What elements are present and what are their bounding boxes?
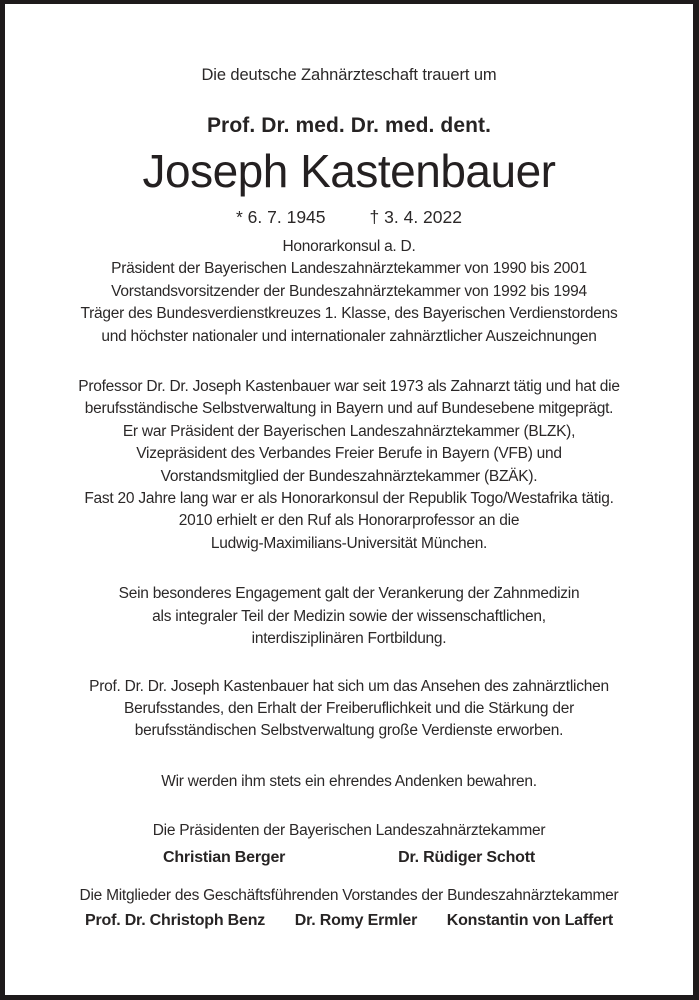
academic-titles: Prof. Dr. med. Dr. med. dent.	[206, 114, 492, 137]
biography-paragraph	[5, 376, 693, 555]
biography-line: 2010 erhielt er den Ruf als Honorarprofessor an die	[178, 512, 520, 530]
honors-block	[5, 236, 693, 348]
honors-line: Honorarkonsul a. D.	[282, 238, 416, 255]
engagement-line: als integraler Teil der Medizin sowie der wissenschaftlichen,	[152, 607, 546, 625]
merits-line: Berufsstandes, den Erhalt der Freiberuflichkeit und die Stärkung der	[124, 699, 574, 717]
biography-line: Ludwig-Maximilians-Universität München.	[210, 534, 488, 552]
signature-name: Christian Berger	[163, 848, 286, 866]
honors-line: Vorstandsvorsitzender der Bundeszahnärztekammer von 1992 bis 1994	[111, 282, 587, 300]
signature-names-row	[85, 909, 613, 932]
signature-name: Prof. Dr. Christoph Benz	[85, 911, 266, 929]
signature-name: Dr. Rüdiger Schott	[398, 848, 535, 866]
merits-line: berufsständischen Selbstverwaltung große Verdienste erworben.	[134, 722, 564, 740]
birth-date: * 6. 7. 1945	[236, 207, 326, 227]
signature-group-presidents	[5, 820, 693, 868]
signature-heading: Die Mitglieder des Geschäftsführenden Vorstandes der Bundeszahnärztekammer	[79, 886, 619, 904]
death-date: † 3. 4. 2022	[369, 207, 462, 227]
signature-name: Konstantin von Laffert	[446, 911, 613, 929]
signature-group-board	[5, 885, 693, 932]
engagement-line: Sein besonderes Engagement galt der Verankerung der Zahnmedizin	[118, 585, 580, 603]
honors-line: Präsident der Bayerischen Landeszahnärztekammer von 1990 bis 2001	[111, 260, 587, 278]
biography-line: berufsständische Selbstverwaltung in Bayern und auf Bundesebene mitgeprägt.	[84, 400, 614, 418]
honors-line: und höchster nationaler und internationaler zahnärztlicher Auszeichnungen	[101, 327, 597, 345]
biography-line: Fast 20 Jahre lang war er als Honorarkonsul der Republik Togo/Westafrika tätig.	[84, 490, 614, 508]
honors-line: Träger des Bundesverdienstkreuzes 1. Klasse, des Bayerischen Verdienstordens	[80, 305, 618, 323]
engagement-line: interdisziplinären Fortbildung.	[251, 630, 447, 648]
life-dates	[5, 205, 693, 229]
engagement-paragraph	[5, 583, 693, 650]
merits-line: Prof. Dr. Dr. Joseph Kastenbauer hat sich um das Ansehen des zahnärztlichen	[89, 677, 609, 695]
deceased-name: Joseph Kastenbauer	[142, 145, 556, 197]
biography-line: Vorstandsmitglied der Bundeszahnärztekammer (BZÄK).	[160, 467, 538, 485]
signature-names-row	[163, 846, 535, 869]
signature-name: Dr. Romy Ermler	[294, 911, 418, 929]
opener-line: Die deutsche Zahnärzteschaft trauert um	[201, 66, 497, 84]
biography-line: Vizepräsident des Verbandes Freier Berufe in Bayern (VFB) und	[136, 445, 562, 463]
signature-heading: Die Präsidenten der Bayerischen Landeszahnärztekammer	[152, 822, 546, 840]
closing-line: Wir werden ihm stets ein ehrendes Andenken bewahren.	[161, 772, 537, 790]
biography-line: Professor Dr. Dr. Joseph Kastenbauer war seit 1973 als Zahnarzt tätig und hat die	[78, 378, 620, 396]
biography-line: Er war Präsident der Bayerischen Landeszahnärztekammer (BLZK),	[122, 422, 576, 440]
merits-paragraph	[5, 676, 693, 743]
